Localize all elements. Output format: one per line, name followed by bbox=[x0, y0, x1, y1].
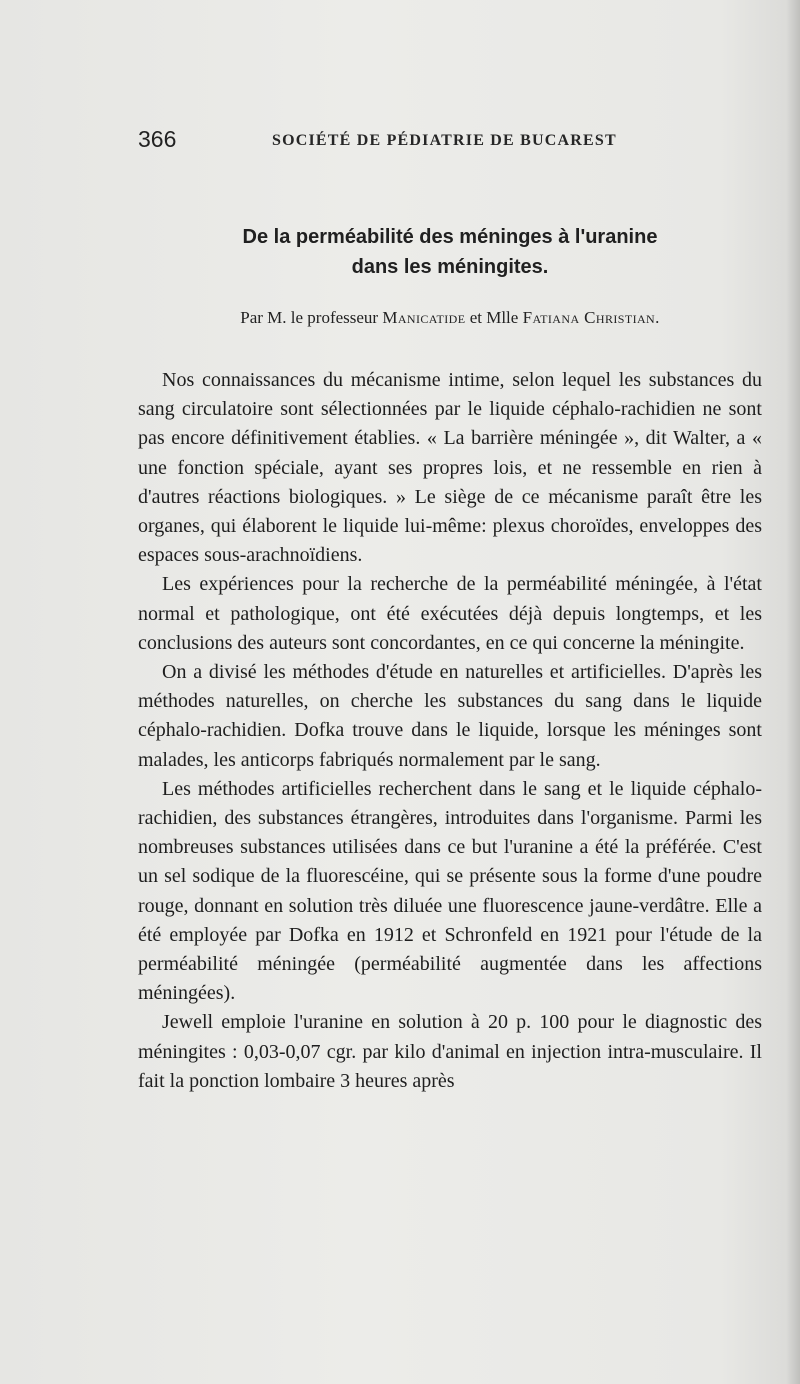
byline-prefix: Par M. le professeur bbox=[240, 308, 379, 327]
paragraph-3: On a divisé les méthodes d'étude en naturelles et artificielles. D'après les méthodes naturelles, on cherche les substances du sang dans le liquide céphalo-rachidien. Dofka trouve dans le liquide, lorsque les méninges sont malades, les anticorps fabriqués normalement par le sang. bbox=[138, 661, 762, 771]
paragraph-5: Jewell emploie l'uranine en solution à 20 p. 100 pour le diagnostic des méningites : 0,03-0,07 cgr. par kilo d'animal en injection intra-musculaire. Il fait la ponction lombaire 3 heures après bbox=[138, 1011, 762, 1092]
article-title-line-1: De la perméabilité des méninges à l'uranine bbox=[242, 226, 658, 248]
article-title-line-2: dans les méningites. bbox=[351, 256, 549, 278]
page-number: 366 bbox=[138, 126, 177, 152]
paragraph-1: Nos connaissances du mécanisme intime, selon lequel les substances du sang circulatoire sont sélectionnées par le liquide céphalo-rachidien ne sont pas encore définitivement établies. « La barrière méningée », dit Walter, a « une fonction spéciale, ayant ses propres lois, et ne ressemble en rien à d'autres réactions biologiques. » Le siège de ce mécanisme paraît être les organes, qui élaborent le liquide lui-même: plexus choroïdes, enveloppes des espaces sous-arachnoïdiens. bbox=[138, 369, 762, 567]
paragraph-2: Les expériences pour la recherche de la perméabilité méningée, à l'état normal et pathologique, ont été exécutées déjà depuis longtemps, et les conclusions des auteurs sont concordantes, en ce qui concerne la méningite. bbox=[138, 573, 762, 654]
byline bbox=[138, 308, 762, 328]
author-name-1: Manicatide bbox=[382, 308, 466, 327]
article-body bbox=[138, 366, 762, 1096]
author-name-2: Fatiana Christian. bbox=[522, 308, 660, 327]
article-title bbox=[138, 222, 762, 282]
journal-title: SOCIÉTÉ DE PÉDIATRIE DE BUCAREST bbox=[272, 132, 617, 149]
page-edge-shadow bbox=[786, 0, 800, 1384]
running-head bbox=[138, 126, 762, 156]
paragraph-4: Les méthodes artificielles recherchent dans le sang et le liquide céphalo-rachidien, des substances étrangères, introduites dans l'organisme. Parmi les nombreuses substances utilisées dans ce but l'uranine a été la préférée. C'est un sel sodique de la fluorescéine, qui se présente sous la forme d'une poudre rouge, donnant en solution très diluée une fluorescence jaune-verdâtre. Elle a été employée par Dofka en 1912 et Schronfeld en 1921 pour l'étude de la perméabilité méningée (perméabilité augmentée dans les affections méningées). bbox=[138, 777, 762, 1005]
byline-conjunction: et Mlle bbox=[469, 308, 519, 327]
